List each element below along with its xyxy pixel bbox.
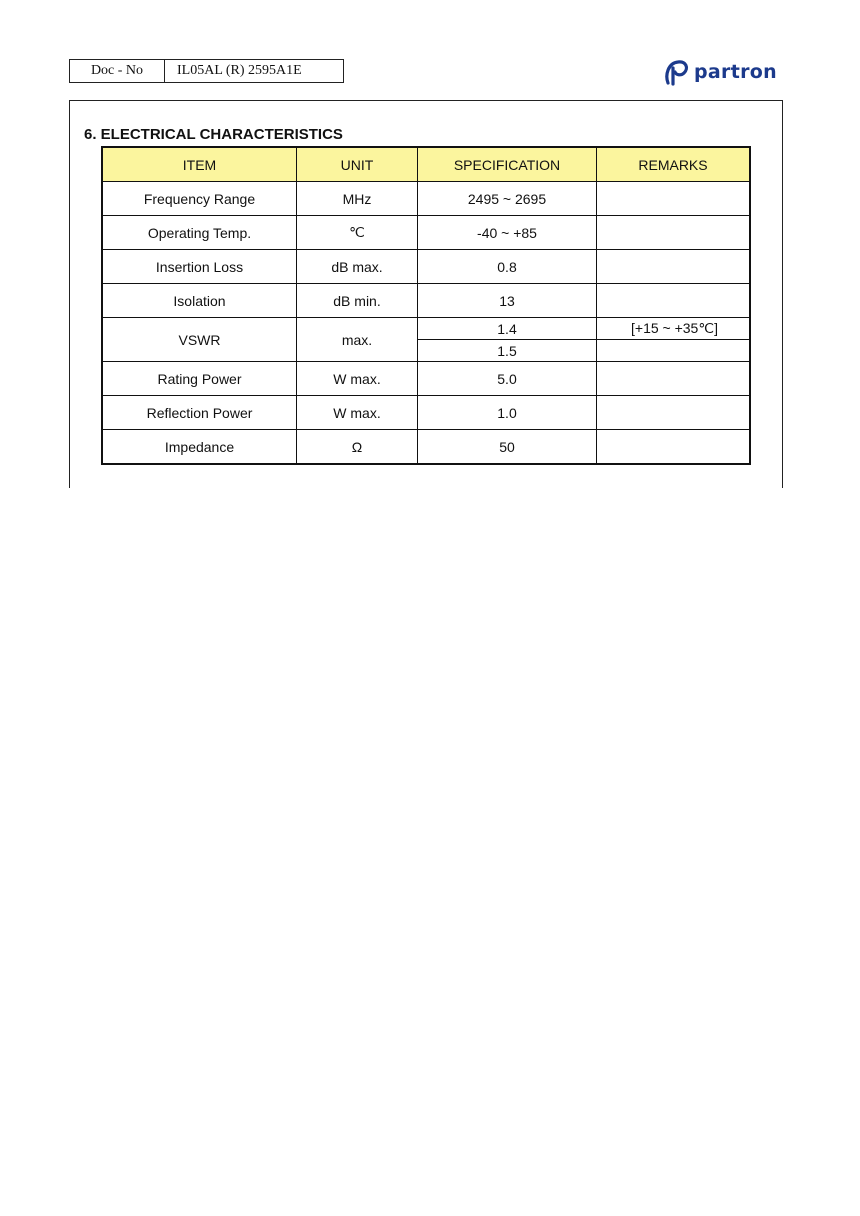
cell-spec: 1.5 (418, 340, 597, 362)
table-row (102, 430, 750, 465)
col-header-item: ITEM (102, 147, 297, 182)
cell-item: Impedance (102, 430, 297, 465)
col-header-remarks: REMARKS (597, 147, 751, 182)
table-row (102, 216, 750, 250)
cell-remarks (597, 362, 751, 396)
cell-item: Insertion Loss (102, 250, 297, 284)
cell-unit: Ω (297, 430, 418, 465)
section-title: 6. ELECTRICAL CHARACTERISTICS (84, 126, 343, 143)
cell-spec: 0.8 (418, 250, 597, 284)
cell-item: Rating Power (102, 362, 297, 396)
cell-item: Reflection Power (102, 396, 297, 430)
table-row (102, 362, 750, 396)
cell-spec: -40 ~ +85 (418, 216, 597, 250)
cell-remarks (597, 396, 751, 430)
partron-logo (662, 56, 777, 88)
cell-item: VSWR (102, 318, 297, 362)
cell-item: Isolation (102, 284, 297, 318)
cell-remarks (597, 340, 751, 362)
table-row (102, 250, 750, 284)
table-row (102, 396, 750, 430)
cell-spec: 1.0 (418, 396, 597, 430)
cell-spec: 2495 ~ 2695 (418, 182, 597, 216)
table-row (102, 182, 750, 216)
cell-remarks (597, 216, 751, 250)
cell-spec: 13 (418, 284, 597, 318)
table-header-row (102, 147, 750, 182)
cell-unit: ℃ (297, 216, 418, 250)
cell-unit: W max. (297, 362, 418, 396)
logo-text: partron (694, 61, 777, 83)
cell-spec: 5.0 (418, 362, 597, 396)
cell-remarks: [+15 ~ +35℃] (597, 318, 751, 340)
cell-unit: W max. (297, 396, 418, 430)
cell-item: Frequency Range (102, 182, 297, 216)
cell-item: Operating Temp. (102, 216, 297, 250)
cell-remarks (597, 250, 751, 284)
cell-remarks (597, 182, 751, 216)
doc-number-label: Doc - No (70, 60, 165, 82)
cell-spec: 1.4 (418, 318, 597, 340)
col-header-specification: SPECIFICATION (418, 147, 597, 182)
doc-number-value: IL05AL (R) 2595A1E (177, 63, 302, 78)
col-header-unit: UNIT (297, 147, 418, 182)
cell-remarks (597, 430, 751, 465)
table-row (102, 318, 750, 340)
cell-spec: 50 (418, 430, 597, 465)
cell-unit: dB max. (297, 250, 418, 284)
table-row (102, 284, 750, 318)
electrical-characteristics-table (101, 146, 751, 465)
doc-number-box (69, 59, 344, 83)
cell-unit: max. (297, 318, 418, 362)
cell-unit: MHz (297, 182, 418, 216)
cell-remarks (597, 284, 751, 318)
cell-unit: dB min. (297, 284, 418, 318)
partron-logo-icon (662, 57, 692, 87)
